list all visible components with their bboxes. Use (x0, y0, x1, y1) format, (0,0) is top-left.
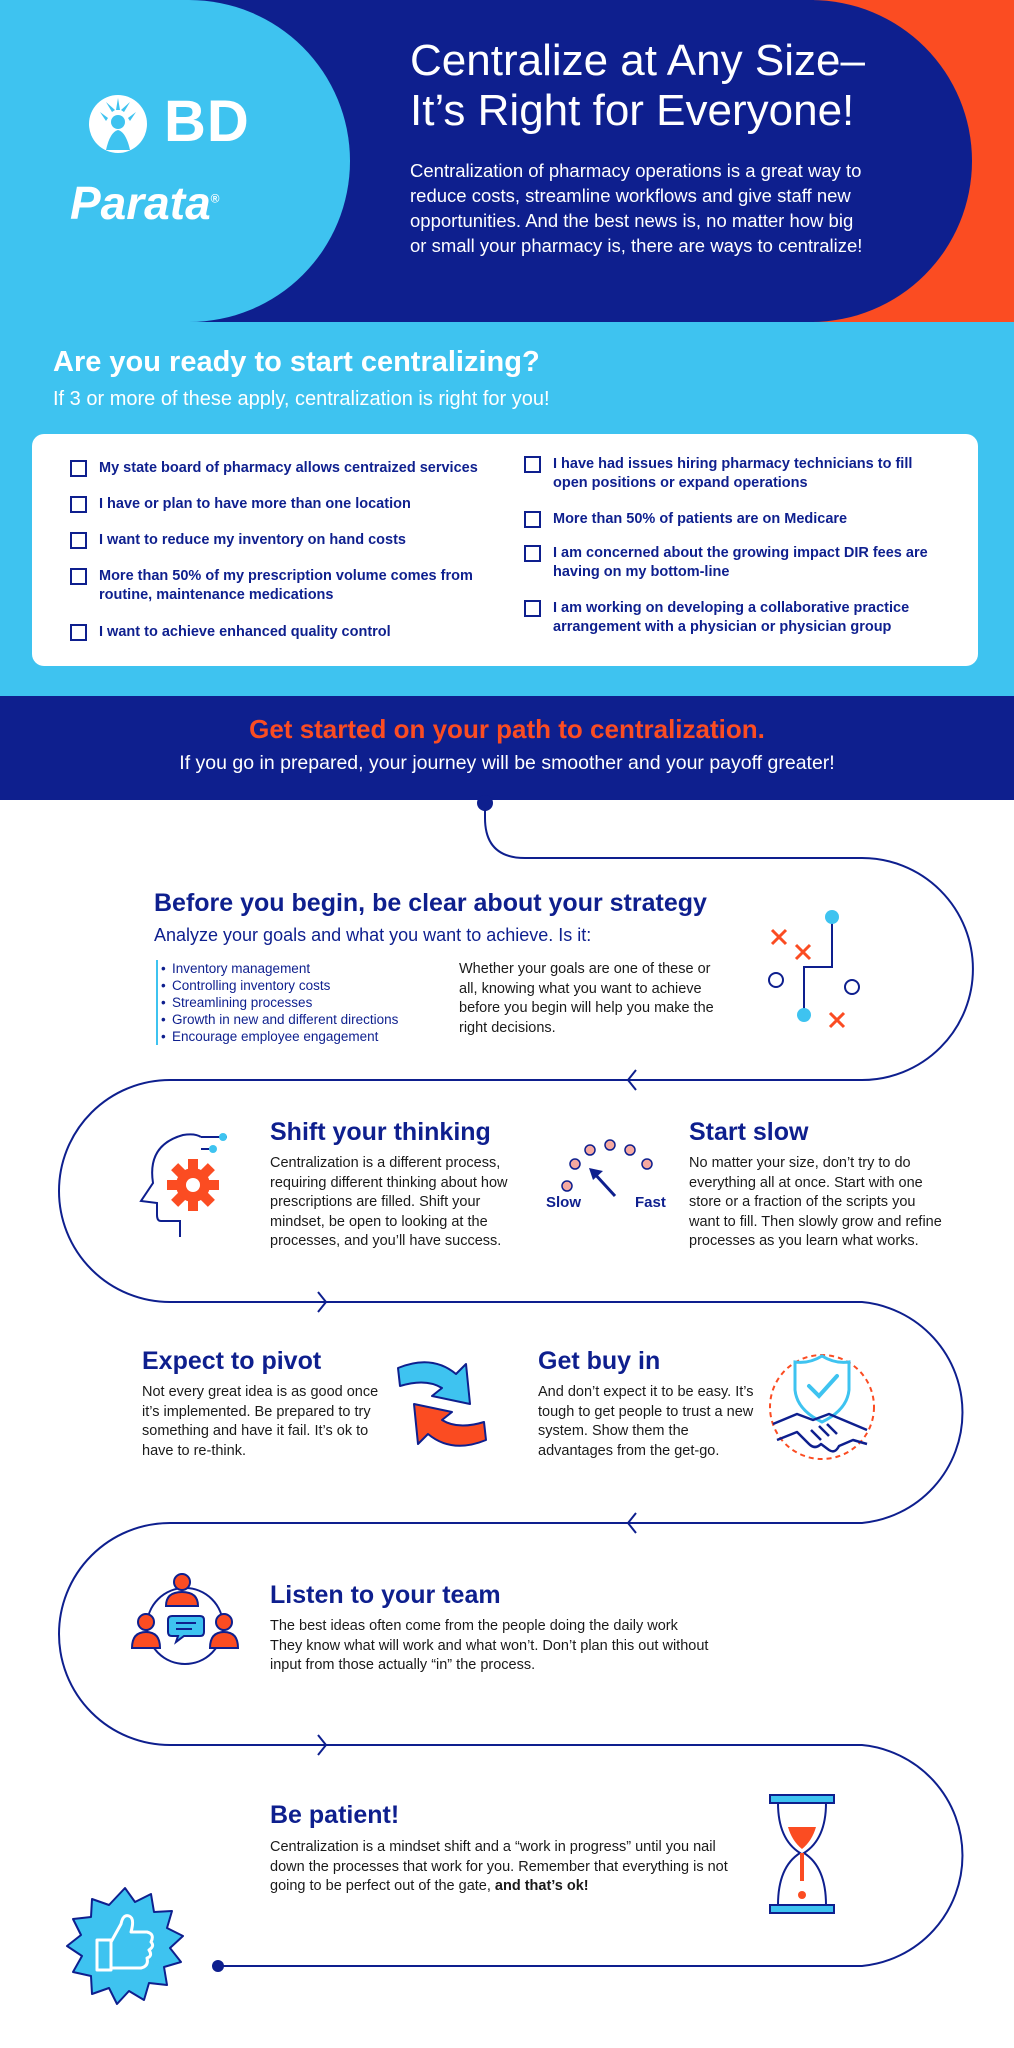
pivot-title: Expect to pivot (142, 1347, 322, 1375)
thumbs-up-badge-icon (63, 1884, 187, 2008)
pivot-arrows-icon (392, 1350, 492, 1458)
strategy-subtitle: Analyze your goals and what you want to achieve. Is it: (154, 925, 592, 945)
strategy-note: Whether your goals are one of these or all, knowing what you want to achieve before you begin will help you make the right decisions. (459, 961, 714, 1036)
list-item: • Inventory management (172, 960, 398, 977)
buy-in-body: And don’t expect it to be easy. It’s tough to get people to trust a new system. Show them the advantages from the get-go. (538, 1384, 754, 1459)
checklist-item[interactable]: I am working on developing a collaborative practice arrangement with a physician or physician group (524, 599, 944, 637)
checklist-item[interactable]: I want to achieve enhanced quality control (70, 623, 480, 642)
patient-body-text: Centralization is a mindset shift and a “work in progress” until you nail down the processes that work for you. Remember that everything is not going to be perfect out of the gate, (270, 1839, 728, 1894)
page-title-line1: Centralize at Any Size– (410, 36, 865, 85)
path-end-dot (212, 1960, 224, 1972)
team-title: Listen to your team (270, 1581, 501, 1609)
head-gear-icon (135, 1125, 235, 1243)
shift-body: Centralization is a different process, requiring different thinking about how prescriptions are filled. Shift your mindset, be open to looking at the processes, and you’ll have success. (270, 1155, 508, 1249)
header-description: Centralization of pharmacy operations is a great way to reduce costs, streamline workflows and give staff new opportunities. And the best news is, no matter how big or small your pharmacy is, there are ways to centralize! (410, 160, 863, 256)
strategy-goal-list (156, 960, 398, 1045)
patient-body (270, 1838, 740, 1897)
checklist-item[interactable]: I have had issues hiring pharmacy technicians to fill open positions or expand operations (524, 455, 944, 493)
parata-wordmark: Parata (70, 177, 211, 229)
shift-title: Shift your thinking (270, 1118, 491, 1146)
path-start-dot (477, 795, 493, 811)
strategy-play-icon (762, 905, 872, 1035)
strategy-title: Before you begin, be clear about your strategy (154, 889, 707, 917)
patient-title: Be patient! (270, 1801, 400, 1829)
start-slow-body: No matter your size, don’t try to do everything all at once. Start with one store or a fraction of the scripts you want to fill. Then slowly grow and refine processes as you learn what works. (689, 1155, 942, 1249)
speed-slow-label: Slow (546, 1194, 582, 1211)
speed-fast-label: Fast (635, 1194, 666, 1211)
list-item: • Growth in new and different directions (172, 1011, 398, 1028)
ready-subtitle: If 3 or more of these apply, centralization is right for you! (53, 388, 550, 410)
checklist-item[interactable]: I want to reduce my inventory on hand costs (70, 531, 480, 550)
checklist-item[interactable]: More than 50% of patients are on Medicare (524, 510, 944, 529)
bd-wordmark: BD (164, 89, 250, 154)
start-slow-title: Start slow (689, 1118, 809, 1146)
pivot-body: Not every great idea is as good once it’s implemented. Be prepared to try something and have it fail. It’s ok to have to re-think. (142, 1384, 379, 1459)
team-body: The best ideas often come from the people doing the daily work They know what will work and what won’t. Don’t plan this out without input from those actually “in” the process. (270, 1618, 709, 1673)
patient-body-bold: and that’s ok! (494, 1878, 589, 1894)
list-item: • Streamlining processes (172, 994, 398, 1011)
page-title-line2: It’s Right for Everyone! (410, 86, 855, 135)
band-title: Get started on your path to centralization. (249, 714, 765, 744)
checklist-item[interactable]: My state board of pharmacy allows centraized services (70, 459, 480, 478)
team-chat-icon (130, 1570, 240, 1678)
checklist-item[interactable]: I am concerned about the growing impact DIR fees are having on my bottom-line (524, 544, 944, 582)
checklist-item[interactable]: More than 50% of my prescription volume comes from routine, maintenance medications (70, 567, 480, 605)
hourglass-icon (766, 1793, 838, 1915)
list-item: • Controlling inventory costs (172, 977, 398, 994)
ready-title: Are you ready to start centralizing? (53, 346, 540, 378)
band-subtitle: If you go in prepared, your journey will be smoother and your payoff greater! (179, 752, 835, 774)
registered-mark: ® (210, 191, 220, 206)
buy-in-title: Get buy in (538, 1347, 661, 1375)
list-item: • Encourage employee engagement (172, 1028, 398, 1045)
handshake-shield-icon (763, 1348, 881, 1466)
checklist-item[interactable]: I have or plan to have more than one location (70, 495, 480, 514)
